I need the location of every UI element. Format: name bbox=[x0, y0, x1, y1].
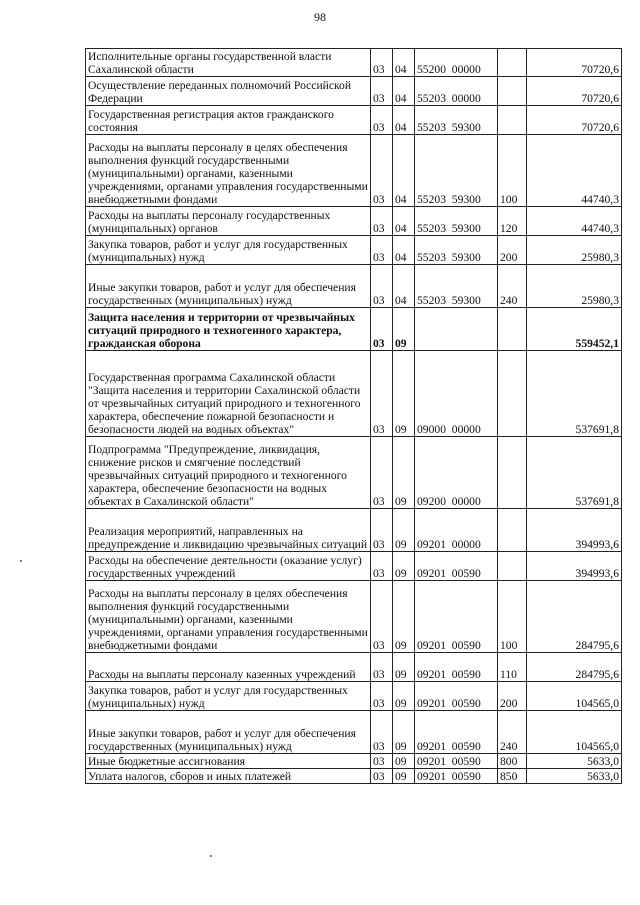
row-subsection-cell: 09 bbox=[393, 437, 415, 509]
table-row bbox=[86, 207, 622, 236]
row-subsection-cell: 09 bbox=[393, 308, 415, 351]
row-amount-cell: 394993,6 bbox=[527, 552, 622, 581]
row-target-code-cell: 55203 59300 bbox=[415, 207, 498, 236]
row-name-cell: Закупка товаров, работ и услуг для государственных (муниципальных) нужд bbox=[86, 236, 371, 265]
row-expense-type-cell bbox=[498, 77, 527, 106]
row-section-cell: 03 bbox=[371, 106, 393, 135]
table-row bbox=[86, 236, 622, 265]
row-name-cell: Уплата налогов, сборов и иных платежей bbox=[86, 769, 371, 784]
row-name-cell: Расходы на выплаты персоналу казенных учреждений bbox=[86, 653, 371, 682]
row-name-cell: Расходы на выплаты персоналу государственных (муниципальных) органов bbox=[86, 207, 371, 236]
row-expense-type-cell: 200 bbox=[498, 236, 527, 265]
scan-speck bbox=[20, 560, 22, 562]
row-expense-type-cell: 200 bbox=[498, 682, 527, 711]
row-target-code-cell: 09200 00000 bbox=[415, 437, 498, 509]
row-expense-type-cell bbox=[498, 509, 527, 552]
row-section-cell: 03 bbox=[371, 552, 393, 581]
row-name-cell: Исполнительные органы государственной власти Сахалинской области bbox=[86, 49, 371, 77]
row-amount-cell: 70720,6 bbox=[527, 106, 622, 135]
row-target-code-cell: 09201 00000 bbox=[415, 509, 498, 552]
table-row bbox=[86, 552, 622, 581]
row-target-code-cell: 09201 00590 bbox=[415, 682, 498, 711]
row-subsection-cell: 04 bbox=[393, 236, 415, 265]
row-section-cell: 03 bbox=[371, 653, 393, 682]
row-target-code-cell bbox=[415, 308, 498, 351]
table-row bbox=[86, 49, 622, 77]
row-subsection-cell: 09 bbox=[393, 769, 415, 784]
row-target-code-cell: 55200 00000 bbox=[415, 49, 498, 77]
row-section-cell: 03 bbox=[371, 682, 393, 711]
row-amount-cell: 284795,6 bbox=[527, 653, 622, 682]
row-name-cell: Расходы на выплаты персоналу в целях обеспечения выполнения функций государственными (муниципальными) органами, казенными учреждениями, органами управления государственными внебюджетными фондами bbox=[86, 135, 371, 207]
row-expense-type-cell bbox=[498, 308, 527, 351]
scan-speck bbox=[210, 855, 212, 857]
row-name-cell: Осуществление переданных полномочий Российской Федерации bbox=[86, 77, 371, 106]
row-amount-cell: 70720,6 bbox=[527, 49, 622, 77]
row-section-cell: 03 bbox=[371, 308, 393, 351]
row-subsection-cell: 09 bbox=[393, 509, 415, 552]
row-name-cell: Государственная регистрация актов гражданского состояния bbox=[86, 106, 371, 135]
row-target-code-cell: 09201 00590 bbox=[415, 769, 498, 784]
row-expense-type-cell: 800 bbox=[498, 754, 527, 769]
row-amount-cell: 44740,3 bbox=[527, 207, 622, 236]
row-target-code-cell: 55203 59300 bbox=[415, 265, 498, 308]
row-amount-cell: 25980,3 bbox=[527, 265, 622, 308]
row-expense-type-cell: 120 bbox=[498, 207, 527, 236]
row-target-code-cell: 09201 00590 bbox=[415, 653, 498, 682]
row-subsection-cell: 04 bbox=[393, 106, 415, 135]
row-target-code-cell: 09000 00000 bbox=[415, 351, 498, 437]
row-expense-type-cell bbox=[498, 552, 527, 581]
table-row bbox=[86, 308, 622, 351]
row-amount-cell: 70720,6 bbox=[527, 77, 622, 106]
row-section-cell: 03 bbox=[371, 581, 393, 653]
row-name-cell: Иные закупки товаров, работ и услуг для обеспечения государственных (муниципальных) нужд bbox=[86, 265, 371, 308]
row-section-cell: 03 bbox=[371, 77, 393, 106]
row-section-cell: 03 bbox=[371, 437, 393, 509]
row-section-cell: 03 bbox=[371, 49, 393, 77]
row-name-cell: Расходы на выплаты персоналу в целях обеспечения выполнения функций государственными (муниципальными) органами, казенными учреждениями, органами управления государственными внебюджетными фондами bbox=[86, 581, 371, 653]
row-name-cell: Реализация мероприятий, направленных на предупреждение и ликвидацию чрезвычайных ситуаций bbox=[86, 509, 371, 552]
row-expense-type-cell bbox=[498, 437, 527, 509]
row-subsection-cell: 04 bbox=[393, 207, 415, 236]
row-target-code-cell: 55203 59300 bbox=[415, 135, 498, 207]
row-subsection-cell: 04 bbox=[393, 77, 415, 106]
row-name-cell: Защита населения и территории от чрезвычайных ситуаций природного и техногенного характера, гражданская оборона bbox=[86, 308, 371, 351]
table-row bbox=[86, 653, 622, 682]
row-section-cell: 03 bbox=[371, 509, 393, 552]
row-amount-cell: 25980,3 bbox=[527, 236, 622, 265]
row-section-cell: 03 bbox=[371, 711, 393, 754]
table-row bbox=[86, 265, 622, 308]
row-expense-type-cell: 110 bbox=[498, 653, 527, 682]
table-row bbox=[86, 77, 622, 106]
row-expense-type-cell bbox=[498, 49, 527, 77]
page-number: 98 bbox=[314, 10, 326, 24]
table-row bbox=[86, 509, 622, 552]
row-subsection-cell: 04 bbox=[393, 49, 415, 77]
row-subsection-cell: 04 bbox=[393, 265, 415, 308]
table-row bbox=[86, 682, 622, 711]
table-row bbox=[86, 135, 622, 207]
row-subsection-cell: 09 bbox=[393, 754, 415, 769]
row-section-cell: 03 bbox=[371, 207, 393, 236]
row-section-cell: 03 bbox=[371, 265, 393, 308]
row-subsection-cell: 09 bbox=[393, 581, 415, 653]
row-amount-cell: 44740,3 bbox=[527, 135, 622, 207]
row-name-cell: Иные закупки товаров, работ и услуг для обеспечения государственных (муниципальных) нужд bbox=[86, 711, 371, 754]
row-target-code-cell: 55203 00000 bbox=[415, 77, 498, 106]
table-row bbox=[86, 754, 622, 769]
table-row bbox=[86, 711, 622, 754]
budget-table bbox=[85, 48, 622, 784]
row-name-cell: Подпрограмма "Предупреждение, ликвидация, снижение рисков и смягчение последствий чрезвычайных ситуаций природного и техногенного характера, обеспечение безопасности на водных объектах в Сахалинской области" bbox=[86, 437, 371, 509]
table-row bbox=[86, 437, 622, 509]
row-target-code-cell: 09201 00590 bbox=[415, 581, 498, 653]
row-subsection-cell: 09 bbox=[393, 653, 415, 682]
row-target-code-cell: 09201 00590 bbox=[415, 754, 498, 769]
row-expense-type-cell: 240 bbox=[498, 265, 527, 308]
row-target-code-cell: 55203 59300 bbox=[415, 236, 498, 265]
table-row bbox=[86, 769, 622, 784]
row-subsection-cell: 04 bbox=[393, 135, 415, 207]
row-name-cell: Иные бюджетные ассигнования bbox=[86, 754, 371, 769]
row-section-cell: 03 bbox=[371, 135, 393, 207]
row-section-cell: 03 bbox=[371, 351, 393, 437]
row-amount-cell: 104565,0 bbox=[527, 711, 622, 754]
row-subsection-cell: 09 bbox=[393, 682, 415, 711]
row-name-cell: Закупка товаров, работ и услуг для государственных (муниципальных) нужд bbox=[86, 682, 371, 711]
row-expense-type-cell bbox=[498, 106, 527, 135]
row-target-code-cell: 09201 00590 bbox=[415, 552, 498, 581]
row-subsection-cell: 09 bbox=[393, 711, 415, 754]
table-row bbox=[86, 351, 622, 437]
row-amount-cell: 5633,0 bbox=[527, 769, 622, 784]
row-target-code-cell: 09201 00590 bbox=[415, 711, 498, 754]
row-expense-type-cell: 100 bbox=[498, 581, 527, 653]
budget-table-body bbox=[86, 49, 622, 784]
row-expense-type-cell bbox=[498, 351, 527, 437]
row-name-cell: Расходы на обеспечение деятельности (оказание услуг) государственных учреждений bbox=[86, 552, 371, 581]
row-target-code-cell: 55203 59300 bbox=[415, 106, 498, 135]
row-expense-type-cell: 240 bbox=[498, 711, 527, 754]
row-subsection-cell: 09 bbox=[393, 552, 415, 581]
row-name-cell: Государственная программа Сахалинской области "Защита населения и территории Сахалинской области от чрезвычайных ситуаций природного и техногенного характера, обеспечение пожарной безопасности и безопасности людей на водных объектах" bbox=[86, 351, 371, 437]
row-subsection-cell: 09 bbox=[393, 351, 415, 437]
row-section-cell: 03 bbox=[371, 754, 393, 769]
row-expense-type-cell: 850 bbox=[498, 769, 527, 784]
row-amount-cell: 104565,0 bbox=[527, 682, 622, 711]
table-row bbox=[86, 581, 622, 653]
row-section-cell: 03 bbox=[371, 236, 393, 265]
row-amount-cell: 537691,8 bbox=[527, 437, 622, 509]
row-amount-cell: 559452,1 bbox=[527, 308, 622, 351]
row-amount-cell: 394993,6 bbox=[527, 509, 622, 552]
row-amount-cell: 284795,6 bbox=[527, 581, 622, 653]
row-amount-cell: 537691,8 bbox=[527, 351, 622, 437]
table-row bbox=[86, 106, 622, 135]
row-amount-cell: 5633,0 bbox=[527, 754, 622, 769]
row-section-cell: 03 bbox=[371, 769, 393, 784]
row-expense-type-cell: 100 bbox=[498, 135, 527, 207]
